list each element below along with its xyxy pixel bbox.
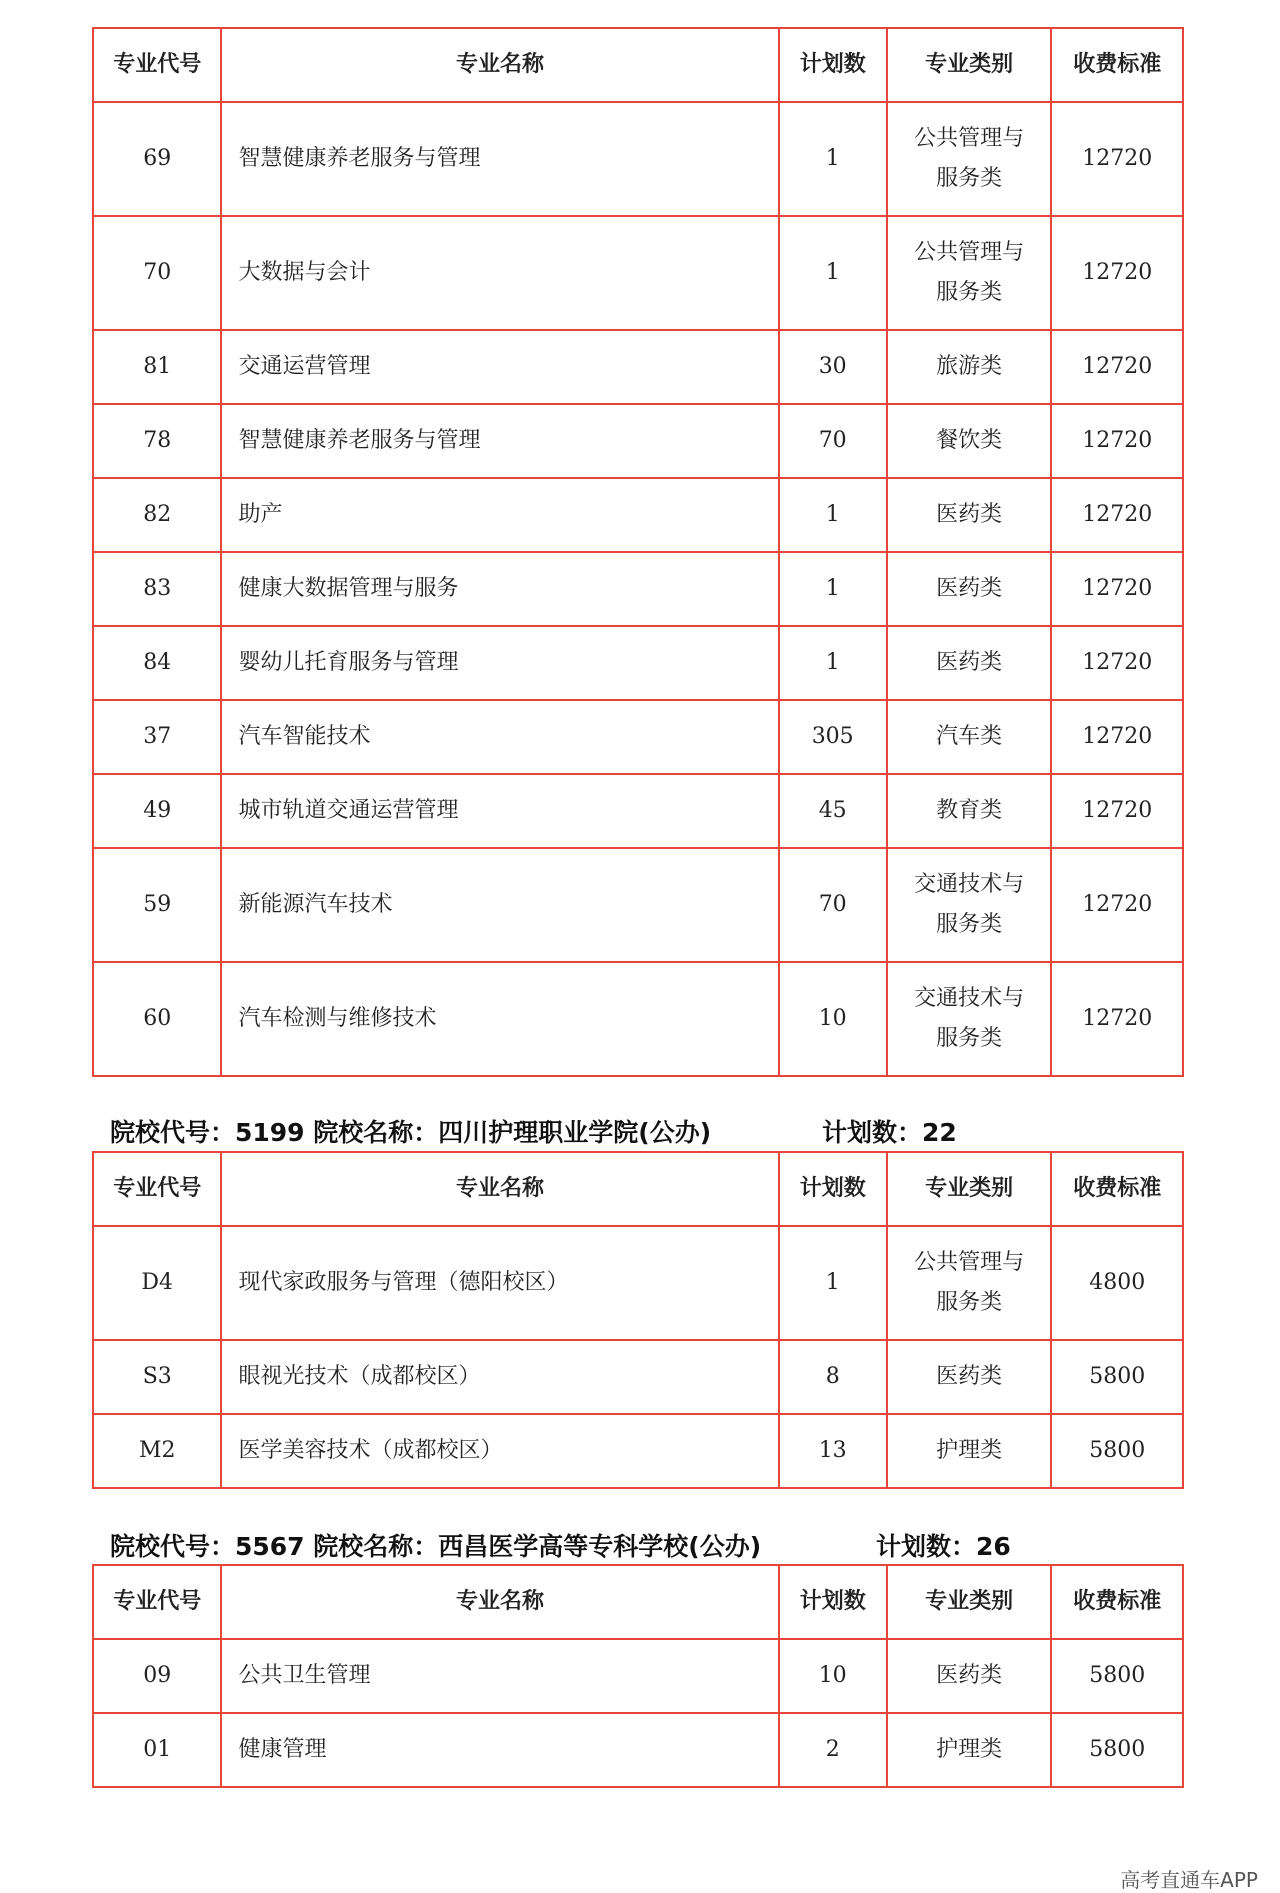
category-line: 教育类 — [936, 798, 1003, 823]
cell-category — [887, 848, 1052, 962]
table-row — [93, 330, 1183, 404]
cell-plan: 305 — [779, 700, 887, 774]
cell-plan: 1 — [779, 552, 887, 626]
cell-fee: 12720 — [1051, 552, 1183, 626]
header-plan: 计划数 — [779, 1152, 887, 1226]
cell-code: D4 — [93, 1226, 221, 1340]
cell-category — [887, 1414, 1052, 1488]
cell-name: 智慧健康养老服务与管理 — [221, 102, 778, 216]
category-line: 旅游类 — [936, 354, 1003, 379]
cell-category — [887, 478, 1052, 552]
cell-name: 医学美容技术（成都校区） — [221, 1414, 778, 1488]
cell-code: 37 — [93, 700, 221, 774]
cell-category — [887, 330, 1052, 404]
cell-plan: 30 — [779, 330, 887, 404]
category-line: 交通技术与 — [914, 872, 1025, 897]
category-line: 公共管理与 — [914, 1250, 1025, 1275]
table-row — [93, 552, 1183, 626]
header-plan: 计划数 — [779, 1565, 887, 1639]
header-category: 专业类别 — [887, 28, 1052, 102]
header-category: 专业类别 — [887, 1565, 1052, 1639]
table-row — [93, 774, 1183, 848]
cell-code: 70 — [93, 216, 221, 330]
cell-code: 81 — [93, 330, 221, 404]
cell-name: 助产 — [221, 478, 778, 552]
cell-code: 82 — [93, 478, 221, 552]
cell-fee: 12720 — [1051, 626, 1183, 700]
cell-name: 城市轨道交通运营管理 — [221, 774, 778, 848]
school-plan-count: 计划数：26 — [876, 1532, 1011, 1561]
cell-name: 眼视光技术（成都校区） — [221, 1340, 778, 1414]
cell-code: M2 — [93, 1414, 221, 1488]
header-plan: 计划数 — [779, 28, 887, 102]
cell-name: 交通运营管理 — [221, 330, 778, 404]
cell-fee: 12720 — [1051, 102, 1183, 216]
cell-code: 59 — [93, 848, 221, 962]
category-line: 服务类 — [936, 166, 1003, 191]
header-name: 专业名称 — [221, 1565, 778, 1639]
school-heading-5199 — [110, 1113, 957, 1149]
cell-plan: 2 — [779, 1713, 887, 1787]
cell-plan: 45 — [779, 774, 887, 848]
header-category: 专业类别 — [887, 1152, 1052, 1226]
school-info: 院校代号：5567 院校名称：西昌医学高等专科学校(公办) — [110, 1532, 762, 1561]
cell-code: 83 — [93, 552, 221, 626]
table-row — [93, 102, 1183, 216]
table-row — [93, 216, 1183, 330]
category-line: 交通技术与 — [914, 986, 1025, 1011]
table-row — [93, 1639, 1183, 1713]
header-name: 专业名称 — [221, 28, 778, 102]
category-line: 餐饮类 — [936, 428, 1003, 453]
cell-fee: 12720 — [1051, 848, 1183, 962]
cell-name: 婴幼儿托育服务与管理 — [221, 626, 778, 700]
cell-category — [887, 1639, 1052, 1713]
cell-name: 公共卫生管理 — [221, 1639, 778, 1713]
cell-name: 汽车检测与维修技术 — [221, 962, 778, 1076]
table-row — [93, 404, 1183, 478]
cell-code: 84 — [93, 626, 221, 700]
cell-code: 69 — [93, 102, 221, 216]
table-row — [93, 1713, 1183, 1787]
cell-code: 60 — [93, 962, 221, 1076]
cell-category — [887, 626, 1052, 700]
cell-category — [887, 1226, 1052, 1340]
cell-category — [887, 962, 1052, 1076]
cell-fee: 12720 — [1051, 774, 1183, 848]
cell-name: 现代家政服务与管理（德阳校区） — [221, 1226, 778, 1340]
cell-code: S3 — [93, 1340, 221, 1414]
category-line: 服务类 — [936, 1026, 1003, 1051]
admission-table-5567 — [92, 1564, 1184, 1788]
cell-plan: 1 — [779, 478, 887, 552]
category-line: 医药类 — [936, 1364, 1003, 1389]
table-row — [93, 626, 1183, 700]
school-info: 院校代号：5199 院校名称：四川护理职业学院(公办) — [110, 1118, 712, 1147]
table-row — [93, 848, 1183, 962]
cell-fee: 12720 — [1051, 962, 1183, 1076]
cell-name: 智慧健康养老服务与管理 — [221, 404, 778, 478]
table-row — [93, 1414, 1183, 1488]
category-line: 公共管理与 — [914, 240, 1025, 265]
category-line: 医药类 — [936, 502, 1003, 527]
cell-name: 新能源汽车技术 — [221, 848, 778, 962]
category-line: 服务类 — [936, 1290, 1003, 1315]
cell-category — [887, 102, 1052, 216]
cell-category — [887, 404, 1052, 478]
category-line: 护理类 — [936, 1737, 1003, 1762]
cell-fee: 5800 — [1051, 1340, 1183, 1414]
cell-code: 78 — [93, 404, 221, 478]
cell-fee: 4800 — [1051, 1226, 1183, 1340]
category-line: 医药类 — [936, 1663, 1003, 1688]
cell-plan: 70 — [779, 404, 887, 478]
cell-name: 健康大数据管理与服务 — [221, 552, 778, 626]
cell-fee: 12720 — [1051, 330, 1183, 404]
cell-category — [887, 1713, 1052, 1787]
cell-fee: 12720 — [1051, 404, 1183, 478]
category-line: 汽车类 — [936, 724, 1003, 749]
cell-name: 健康管理 — [221, 1713, 778, 1787]
school-heading-5567 — [110, 1527, 1011, 1563]
cell-category — [887, 552, 1052, 626]
cell-plan: 10 — [779, 1639, 887, 1713]
cell-plan: 10 — [779, 962, 887, 1076]
cell-category — [887, 700, 1052, 774]
cell-code: 09 — [93, 1639, 221, 1713]
cell-fee: 5800 — [1051, 1414, 1183, 1488]
header-fee: 收费标准 — [1051, 1152, 1183, 1226]
table-row — [93, 478, 1183, 552]
cell-fee: 12720 — [1051, 478, 1183, 552]
cell-plan: 1 — [779, 1226, 887, 1340]
cell-fee: 5800 — [1051, 1639, 1183, 1713]
table-row — [93, 962, 1183, 1076]
cell-plan: 1 — [779, 626, 887, 700]
cell-fee: 5800 — [1051, 1713, 1183, 1787]
cell-category — [887, 1340, 1052, 1414]
header-fee: 收费标准 — [1051, 28, 1183, 102]
table-row — [93, 1340, 1183, 1414]
header-name: 专业名称 — [221, 1152, 778, 1226]
header-code: 专业代号 — [93, 1565, 221, 1639]
category-line: 服务类 — [936, 912, 1003, 937]
cell-name: 大数据与会计 — [221, 216, 778, 330]
watermark: 高考直通车APP — [1120, 1868, 1258, 1892]
school-plan-count: 计划数：22 — [822, 1118, 957, 1147]
category-line: 服务类 — [936, 280, 1003, 305]
header-code: 专业代号 — [93, 1152, 221, 1226]
cell-plan: 13 — [779, 1414, 887, 1488]
category-line: 公共管理与 — [914, 126, 1025, 151]
header-fee: 收费标准 — [1051, 1565, 1183, 1639]
cell-name: 汽车智能技术 — [221, 700, 778, 774]
cell-fee: 12720 — [1051, 700, 1183, 774]
category-line: 护理类 — [936, 1438, 1003, 1463]
cell-plan: 1 — [779, 216, 887, 330]
header-code: 专业代号 — [93, 28, 221, 102]
admission-table-5199 — [92, 1151, 1184, 1489]
cell-category — [887, 216, 1052, 330]
cell-fee: 12720 — [1051, 216, 1183, 330]
category-line: 医药类 — [936, 576, 1003, 601]
cell-category — [887, 774, 1052, 848]
cell-plan: 1 — [779, 102, 887, 216]
table-row — [93, 700, 1183, 774]
table-row — [93, 1226, 1183, 1340]
category-line: 医药类 — [936, 650, 1003, 675]
cell-code: 01 — [93, 1713, 221, 1787]
cell-plan: 8 — [779, 1340, 887, 1414]
cell-code: 49 — [93, 774, 221, 848]
admission-table-1 — [92, 27, 1184, 1077]
cell-plan: 70 — [779, 848, 887, 962]
